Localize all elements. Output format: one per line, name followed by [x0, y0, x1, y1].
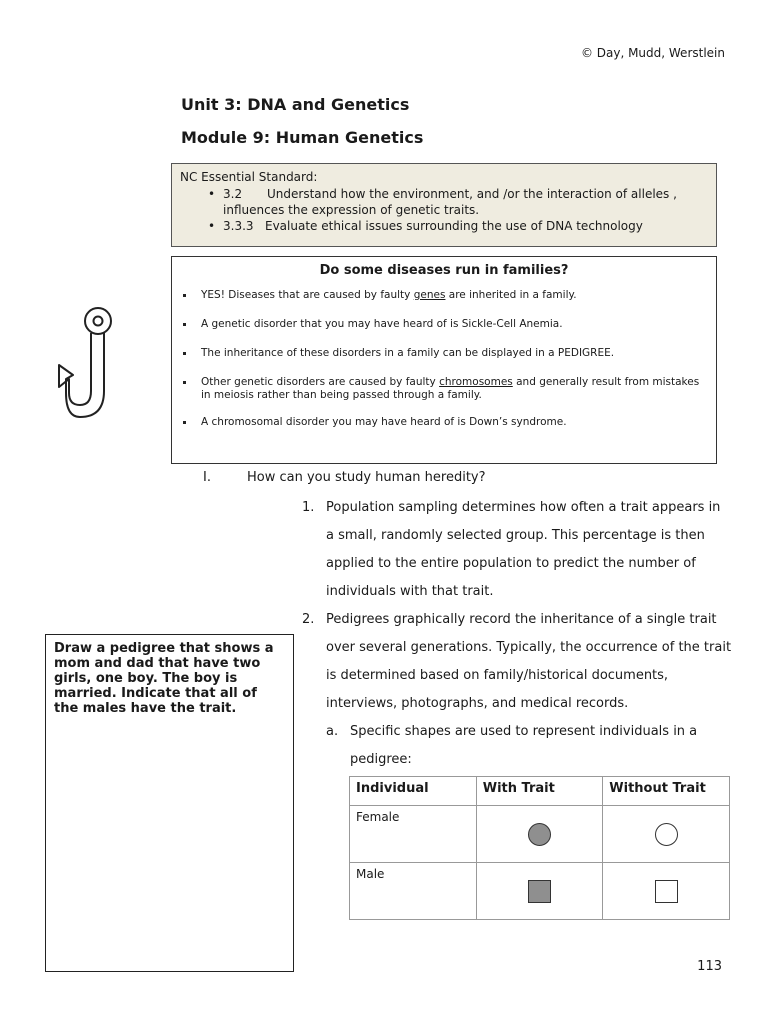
column-header: Individual: [350, 777, 477, 806]
outline-heading-text: How can you study human heredity?: [247, 470, 486, 485]
outline-item: [302, 494, 732, 606]
standard-label: NC Essential Standard:: [180, 170, 318, 184]
outline-subitem-text: Specific shapes are used to represent individuals in a pedigree:: [350, 724, 698, 767]
standard-item: [202, 186, 708, 218]
column-header: With Trait: [476, 777, 603, 806]
outline-item-text: Population sampling determines how often a trait appears in a small, randomly selected group. This percentage is then applied to the entire population to predict the number of individuals with that trait.: [326, 500, 721, 599]
disease-item: The inheritance of these disorders in a family can be displayed in a PEDIGREE.: [181, 347, 707, 360]
outline-subitem-letter: a.: [326, 724, 339, 739]
table-cell: [476, 806, 603, 863]
disease-text: are inherited in a family.: [445, 289, 577, 301]
standard-item: [202, 218, 708, 234]
outline-item-number: 2.: [302, 612, 315, 627]
table-header-row: [350, 777, 730, 806]
disease-item: [181, 289, 707, 302]
unit-title: Unit 3: DNA and Genetics: [181, 95, 410, 114]
fishhook-icon: [52, 305, 120, 423]
outline-item-number: 1.: [302, 500, 315, 515]
row-label: Male: [350, 863, 477, 920]
diseases-title: Do some diseases run in families?: [319, 263, 569, 278]
disease-item: A chromosomal disorder you may have heard of is Down’s syndrome.: [181, 416, 707, 429]
page-number: 113: [697, 959, 722, 974]
standard-list: [202, 186, 708, 234]
filled-square-icon: [528, 880, 551, 903]
table-cell: [603, 806, 730, 863]
pedigree-drawing-area[interactable]: [45, 634, 294, 972]
outline-heading-number: I.: [203, 470, 211, 485]
outline-list: [302, 494, 732, 774]
outline-subitem: [302, 718, 732, 774]
standard-text: Understand how the environment, and /or the interaction of alleles , influences the expression of genetic traits.: [223, 187, 677, 217]
table-row: [350, 863, 730, 920]
module-title: Module 9: Human Genetics: [181, 128, 424, 147]
pedigree-prompt: Draw a pedigree that shows a mom and dad that have two girls, one boy. The boy is married. Indicate that all of the males have the trait.: [54, 641, 274, 716]
disease-text: and generally result from mistakes in meiosis rather than being passed through a family.: [201, 376, 700, 401]
table-row: [350, 806, 730, 863]
standard-code: 3.2: [223, 187, 243, 201]
disease-item: [181, 376, 707, 402]
copyright-notice: © Day, Mudd, Werstlein: [580, 46, 725, 60]
disease-text: YES! Diseases that are caused by faulty: [201, 289, 414, 301]
filled-circle-icon: [528, 823, 551, 846]
empty-circle-icon: [655, 823, 678, 846]
table-cell: [476, 863, 603, 920]
standard-text: Evaluate ethical issues surrounding the use of DNA technology: [265, 219, 643, 233]
column-header: Without Trait: [603, 777, 730, 806]
outline-item-text: Pedigrees graphically record the inheritance of a single trait over several generations. Typically, the occurrence of the trait is determined based on family/historical documents, interviews, photographs, and medical records.: [326, 612, 732, 711]
underlined-term: chromosomes: [439, 376, 513, 388]
pedigree-symbols-table: [349, 776, 730, 920]
underlined-term: genes: [413, 289, 446, 301]
diseases-list: [181, 289, 707, 429]
row-label: Female: [350, 806, 477, 863]
outline-item: [302, 606, 732, 718]
outline-heading: [203, 470, 486, 485]
diseases-box: [171, 256, 717, 464]
disease-item: A genetic disorder that you may have heard of is Sickle-Cell Anemia.: [181, 318, 707, 331]
essential-standard-box: [171, 163, 717, 247]
empty-square-icon: [655, 880, 678, 903]
table-cell: [603, 863, 730, 920]
standard-code: 3.3.3: [223, 219, 254, 233]
disease-text: Other genetic disorders are caused by faulty: [201, 376, 440, 388]
